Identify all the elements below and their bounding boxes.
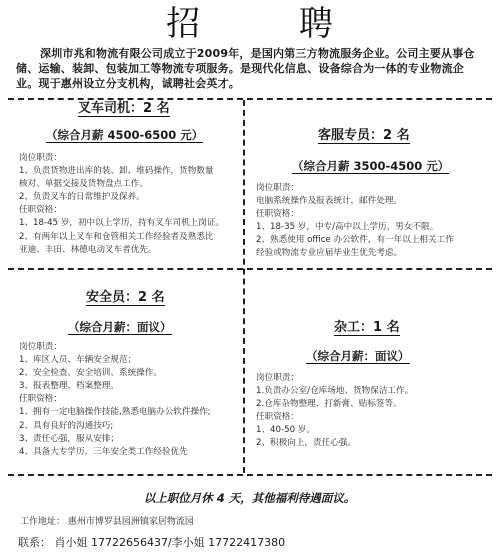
detail-line: 1、18-45 岁，初中以上学历，持有叉车司机上岗证。	[19, 218, 225, 229]
job-salary-handyman: （综合月薪：面议）	[306, 349, 410, 363]
job-salary-forklift: （综合月薪 4500-6500 元）	[46, 128, 204, 142]
job-details-customer-service	[256, 182, 454, 261]
job-title-handyman: 杂工：1 名	[334, 320, 400, 335]
detail-line: 核对、单据交接及货物盘点工作。	[19, 179, 148, 190]
detail-line: 任职资格：	[19, 394, 62, 405]
welfare-note: 以上职位月休 4 天，其他福利待遇面议。	[143, 491, 356, 505]
job-title-safety-officer: 安全员：2 名	[86, 290, 165, 305]
detail-line: 1、负责货物进出库的装、卸、堆码操作，货物数量	[19, 166, 214, 177]
detail-line: 1.负责办公室/仓库场地、货物保洁工作。	[256, 386, 414, 397]
detail-line: 任职资格：	[256, 412, 299, 423]
detail-line: 经验或物流专业应届毕业生优先考虑。	[256, 248, 403, 259]
detail-line: 岗位职责：	[19, 153, 62, 163]
detail-line: 1、18-35 岁，中专/高中以上学历，男女不限。	[256, 222, 439, 233]
bottom-divider	[8, 474, 492, 476]
company-intro: 深圳市兆和物流有限公司成立于2009年，是国内第三方物流服务企业。公司主要从事仓储、运输、装卸、包装加工等物流专项服务。是现代化信息、设备综合为一体的专业物流企业。现于惠州设立分支机构，诚聘社会英才。	[16, 47, 475, 90]
contact-info: 联系： 肖小姐 17722656437/李小姐 17722417380	[18, 536, 286, 549]
job-salary-customer-service: （综合月薪 3500-4500 元）	[292, 159, 450, 173]
detail-line: 岗位职责：	[256, 373, 299, 383]
detail-line: 1、40-50 岁。	[256, 425, 315, 436]
job-details-safety-officer	[19, 341, 211, 459]
detail-line: 2、有两年以上叉车和仓管相关工作经验者及熟悉比	[19, 231, 214, 242]
detail-line: 1、库区人员、车辆安全规范；	[19, 355, 137, 366]
detail-line: 任职资格：	[256, 209, 299, 220]
detail-line: 3、责任心强，服从安排；	[19, 433, 119, 444]
detail-line: 4、具备大专学历，三年安全类工作经验优先	[19, 446, 188, 457]
work-address: 工作地址： 惠州市博罗县园洲镇家居物流园	[20, 517, 194, 527]
detail-line: 任职资格：	[19, 205, 62, 216]
detail-line: 2、负责叉车的日常维护及保养。	[19, 192, 145, 203]
detail-line: 2、积极向上，责任心强。	[256, 438, 356, 449]
detail-line: 1、拥有一定电脑操作技能,熟悉电脑办公软件操作;	[19, 407, 211, 418]
detail-line: 2、安全检查、安全培训、系统操作。	[19, 368, 162, 379]
middle-divider	[8, 268, 492, 270]
detail-line: 岗位职责：	[19, 342, 62, 352]
detail-line: 3、报表整理、档案整理。	[19, 381, 119, 392]
job-details-handyman	[256, 372, 413, 451]
detail-line: 亚迪、丰田、林德电动叉车者优先。	[19, 244, 157, 255]
detail-line: 岗位职责：	[256, 183, 299, 193]
job-title-customer-service: 客服专员：2 名	[318, 128, 410, 143]
detail-line: 2、熟悉使用 office 办公软件，有一年以上相关工作	[256, 235, 454, 246]
job-salary-safety-officer: （综合月薪：面议）	[68, 320, 172, 334]
job-title-forklift: 叉车司机：2 名	[78, 101, 170, 116]
center-divider	[243, 100, 245, 473]
detail-line: 电脑系统操作及报表统计，邮件处理。	[256, 196, 403, 207]
detail-line: 2.仓库杂物整理、打新膏、贴标签等。	[256, 399, 402, 410]
page-title: 招 聘	[166, 4, 377, 44]
top-divider	[8, 98, 492, 100]
job-details-forklift	[19, 152, 224, 257]
detail-line: 2、具有良好的沟通技巧;	[19, 420, 114, 431]
